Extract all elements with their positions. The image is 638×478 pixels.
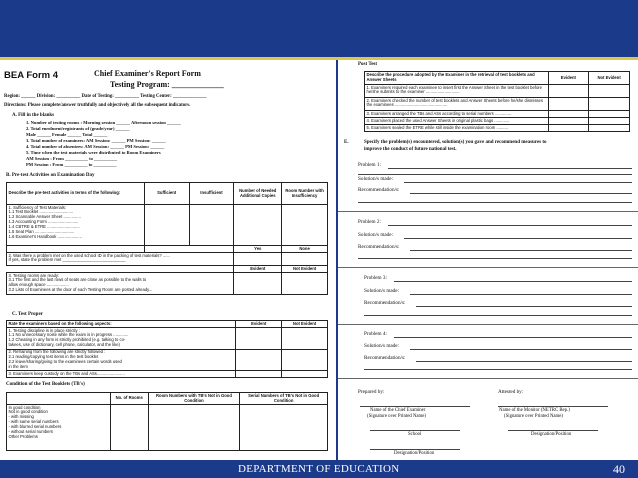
answer-line[interactable] xyxy=(394,281,632,282)
test-proper-blank-cell[interactable] xyxy=(236,371,282,378)
pretest-q2-text: 2. Was there a problem met on the used school ID in the packing of test materials? ...... xyxy=(8,252,170,258)
pretest-header-insufficient: Insufficient xyxy=(189,183,234,205)
condition-header-serial-numbers: Serial Numbers of TB's Not in Good Condition xyxy=(240,393,328,405)
condition-row-label: - with same serial numbers xyxy=(8,419,59,425)
pretest-spacer-cell xyxy=(144,246,234,253)
pretest-q2-followup: If yes, state the problem met ___________________________ xyxy=(8,257,126,263)
pretest-q2-cell xyxy=(7,253,234,266)
pretest-q3-1: 3.1 The first and the last rows of seats are close as possible to the walls to xyxy=(8,277,147,283)
post-test-blank-cell[interactable] xyxy=(589,111,630,118)
pretest-row-label: 1. Sufficiency of Test Materials: xyxy=(8,204,67,210)
pretest-spacer-cell xyxy=(7,266,234,273)
test-proper-row: takees, use of dictionary, cell phone, calculator, and the like) xyxy=(8,342,120,348)
pretest-row-label: 1.2 Scannable Answer Sheet ............... xyxy=(8,214,81,220)
post-test-blank-cell[interactable] xyxy=(589,125,630,132)
post-test-blank-cell[interactable] xyxy=(589,98,630,111)
condition-blank-cell[interactable] xyxy=(110,405,148,451)
form-code: BEA Form 4 xyxy=(4,70,59,81)
condition-header-rooms: No. of Rooms xyxy=(110,393,148,405)
pretest-header-describe: Describe the pre-test activities in terms of the following: xyxy=(7,183,145,205)
pretest-materials-cell xyxy=(7,205,145,246)
pretest-header-additional-copies: Number of Needed Additional Copies xyxy=(234,183,282,205)
section-e-text: Specify the problem(s) encountered, solution(s) you gave and recommend measures to xyxy=(364,140,547,145)
designation-line-chief[interactable] xyxy=(370,449,460,450)
section-e-label: E. xyxy=(344,140,349,145)
answer-line[interactable] xyxy=(358,174,632,175)
testing-program-line: Testing Program: _____________ xyxy=(110,80,224,89)
condition-header-room-numbers: Room Numbers with TB's Not in Good Condition xyxy=(148,393,240,405)
region-header-line: Region: ______ Division: __________ Date of Testing: __________ Testing Center: ______________ xyxy=(4,94,207,99)
post-test-header-evident: Evident xyxy=(548,72,589,85)
answer-line[interactable] xyxy=(404,238,632,239)
a-item-5-am: AM Session : From __________ to __________ xyxy=(26,156,118,161)
post-test-blank-cell[interactable] xyxy=(548,125,589,132)
signature-line-monitor[interactable] xyxy=(498,406,608,407)
problem-label: Problem 4: xyxy=(364,331,387,337)
post-test-row: 2. Examiners checked the number of test booklets and Answer Sheets before he/she dismisses the examinees ............................................. xyxy=(365,98,549,111)
answer-line[interactable] xyxy=(410,349,632,350)
report-form-page-2 xyxy=(338,60,638,460)
post-test-row: 4. Examiners placed the used Answer Sheets in original plastic bags ............. xyxy=(365,118,549,125)
answer-line[interactable] xyxy=(416,306,632,307)
monitor-signature-caption: (Signature over Printed Name) xyxy=(504,414,564,419)
a-item-5: 5. Time when the test materials were distributed to Room Examiners xyxy=(26,150,161,155)
answer-line[interactable] xyxy=(394,337,632,338)
pretest-row-label: 1.5 Seat Plan .................................. xyxy=(8,228,75,234)
prepared-by-label: Prepared by: xyxy=(358,389,385,395)
test-proper-table xyxy=(6,320,328,378)
test-proper-not-evident-header: Not Evident xyxy=(282,321,328,328)
school-line[interactable] xyxy=(370,430,460,431)
answer-line[interactable] xyxy=(410,193,632,194)
test-proper-row: 1. Testing discipline is in place strictly : xyxy=(8,327,80,333)
test-proper-row: 1.1 No unnecessary noise while the exam is in progress ............. xyxy=(8,332,129,338)
report-form-page-1 xyxy=(0,60,336,460)
pretest-q3-cell xyxy=(7,273,234,295)
pretest-row-label: 1.4 CBTRE & ETRE ............................ xyxy=(8,223,80,229)
condition-table xyxy=(6,392,328,451)
test-proper-custody-row: 3. Examiners keep custody on the TBs and ASs........................ xyxy=(7,371,236,378)
test-proper-evident-header: Evident xyxy=(236,321,282,328)
answer-line[interactable] xyxy=(388,225,632,226)
slide-footer xyxy=(0,461,638,478)
a-item-2: 2. Total enrolment/registrants of (grade/year) ______ xyxy=(26,126,130,131)
section-b-title: B. Pre-test Activities on Examination Day xyxy=(6,173,95,178)
chief-examiner-signature-caption: (Signature over Printed Name) xyxy=(367,414,427,419)
recommendation-label: Recommendation/s: xyxy=(364,300,406,306)
pretest-yes-cell[interactable] xyxy=(234,253,282,266)
condition-blank-cell[interactable] xyxy=(148,405,240,451)
monitor-name-caption: Name of the Monitor (NETRC Rep.) xyxy=(499,408,570,413)
a-item-4: 4. Total number of absentees: AM Session: ______ PM Session: ______ xyxy=(26,144,165,149)
pretest-table xyxy=(6,182,328,295)
answer-line[interactable] xyxy=(358,202,632,203)
section-e-text-2: improve the conduct of future national test. xyxy=(364,147,457,152)
block-divider xyxy=(338,211,638,212)
pretest-not-evident-cell[interactable] xyxy=(282,273,328,295)
post-test-blank-cell[interactable] xyxy=(548,111,589,118)
problem-label: Problem 2: xyxy=(358,219,381,225)
pretest-blank-cell[interactable] xyxy=(189,205,234,246)
condition-row-label: - without serial numbers xyxy=(8,428,53,434)
block-divider xyxy=(338,324,638,325)
block-divider xyxy=(338,378,638,379)
directions: Directions: Please complete/answer truthfully and objectively all the subsequent indicators. xyxy=(4,103,191,108)
condition-row-label: Other Problems xyxy=(8,433,38,439)
test-proper-discipline-cell xyxy=(7,328,236,350)
attested-by-label: Attested by: xyxy=(498,389,524,395)
condition-row-label: Not in good condition xyxy=(8,409,48,415)
designation-line-monitor[interactable] xyxy=(508,430,598,431)
answer-line[interactable] xyxy=(410,294,632,295)
post-test-title: Post Test xyxy=(358,62,378,67)
pretest-blank-cell[interactable] xyxy=(282,205,328,246)
post-test-row: 5. Examiners sealed the ETRE while still inside the examination room .......... xyxy=(365,125,549,132)
pretest-none-header: None xyxy=(282,246,328,253)
chief-examiner-name-caption: Name of the Chief Examiner xyxy=(370,408,426,413)
recommendation-label: Recommendation/s: xyxy=(364,355,406,361)
post-test-blank-cell[interactable] xyxy=(548,85,589,98)
a-item-2b: Male ______ Female ______ Total ______ xyxy=(26,132,108,137)
post-test-row: 3. Examiners arranged the TBs and ASs according to serial numbers .............. xyxy=(365,111,549,118)
pretest-evident-header: Evident xyxy=(234,266,282,273)
pretest-none-cell[interactable] xyxy=(282,253,328,266)
pretest-evident-cell[interactable] xyxy=(234,273,282,295)
block-divider xyxy=(338,267,638,268)
recommendation-label: Recommendation/s: xyxy=(358,187,400,193)
pretest-q3-2: 3.2 Lists of Examinees at the door of each Testing Room are posted already... xyxy=(8,287,153,293)
post-test-row: 1. Examiners required each examinee to insert first the Answer Sheet in the test booklet before he/she submits to the examiner ............................. xyxy=(365,85,549,98)
answer-line[interactable] xyxy=(388,168,632,169)
a-item-3: 3. Total number of examinees: AM Session: ______ PM Session: ______ xyxy=(26,138,166,143)
pretest-header-sufficient: Sufficient xyxy=(144,183,189,205)
condition-header-blank xyxy=(7,393,111,405)
condition-labels-cell xyxy=(7,405,111,451)
post-test-blank-cell[interactable] xyxy=(548,118,589,125)
answer-line[interactable] xyxy=(364,315,632,316)
pretest-blank-cell[interactable] xyxy=(144,205,189,246)
pretest-row-label: 1.3 Accounting Form .......................... xyxy=(8,219,79,225)
condition-blank-cell[interactable] xyxy=(240,405,328,451)
post-test-header-not-evident: Not Evident xyxy=(589,72,630,85)
monitor-designation-caption: Designation/Position xyxy=(531,432,572,437)
footer-department: DEPARTMENT OF EDUCATION xyxy=(238,463,400,475)
section-c-title: C. Test Proper xyxy=(12,312,43,317)
test-proper-blank-cell[interactable] xyxy=(282,371,328,378)
condition-row-label: - with blurred serial numbers xyxy=(8,423,62,429)
post-test-blank-cell[interactable] xyxy=(589,85,630,98)
answer-line[interactable] xyxy=(404,182,632,183)
test-proper-refrain-cell xyxy=(7,349,236,371)
chief-designation-caption: Designation/Position xyxy=(394,451,435,456)
test-proper-row: in the item xyxy=(8,363,28,369)
problem-label: Problem 1: xyxy=(358,162,381,168)
condition-title: Condition of the Test Booklets (TB's) xyxy=(6,382,85,387)
pretest-blank-cell[interactable] xyxy=(234,205,282,246)
pretest-q3-text: 3. Testing rooms are ready: xyxy=(8,272,60,278)
solution-label: Solution/s made: xyxy=(358,176,394,182)
post-test-blank-cell[interactable] xyxy=(589,118,630,125)
answer-line[interactable] xyxy=(410,250,632,251)
pretest-spacer-cell xyxy=(7,246,145,253)
pretest-row-label: 1.6 Examiner's Handbook ..................... xyxy=(8,233,82,239)
post-test-header-procedure: Describe the procedure adopted by the Examiner in the retrieval of test booklets and Answer Sheets xyxy=(365,72,549,85)
solution-label: Solution/s made: xyxy=(364,343,400,349)
pretest-header-room-number: Room Number with Insufficiency xyxy=(282,183,328,205)
answer-line[interactable] xyxy=(358,258,632,259)
post-test-table xyxy=(364,71,630,132)
test-proper-blank-cell[interactable] xyxy=(236,349,282,371)
form-title: Chief Examiner's Report Form xyxy=(94,69,201,78)
post-test-blank-cell[interactable] xyxy=(548,98,589,111)
test-proper-row: 2.2 leave/sharing/giving to the examinees certain words used xyxy=(8,358,122,364)
problem-label: Problem 3: xyxy=(364,275,387,281)
solution-label: Solution/s made: xyxy=(358,232,394,238)
test-proper-blank-cell[interactable] xyxy=(282,328,328,350)
a-item-1: 1. Number of testing rooms : Morning session ______ Afternoon session ______ xyxy=(26,120,181,125)
signature-line-chief[interactable] xyxy=(360,406,470,407)
answer-line[interactable] xyxy=(416,361,632,362)
solution-label: Solution/s made: xyxy=(364,288,400,294)
footer-page-number: 40 xyxy=(613,462,625,476)
school-caption: School xyxy=(408,432,422,437)
test-proper-blank-cell[interactable] xyxy=(236,328,282,350)
test-proper-header: Rate the examiners based on the following aspects: xyxy=(7,321,236,328)
condition-row-label: In good condition xyxy=(8,404,41,410)
section-a-title: A. Fill in the blanks xyxy=(12,113,55,118)
test-proper-blank-cell[interactable] xyxy=(282,349,328,371)
recommendation-label: Recommendation/s: xyxy=(358,244,400,250)
answer-line[interactable] xyxy=(364,369,632,370)
condition-row-label: - with missing xyxy=(8,414,34,420)
test-proper-row: 1.2 Cheating in any form is strictly prohibited (e.g. talking to co- xyxy=(8,337,126,343)
pretest-row-label: 1.1 Test Booklet ............................. xyxy=(8,209,74,215)
a-item-5-pm: PM Session : From __________ to __________ xyxy=(26,162,117,167)
pretest-yes-header: Yes xyxy=(234,246,282,253)
test-proper-row: 2.1 reading/copying test items in the test booklet xyxy=(8,353,99,359)
pretest-q3-1b: allow enough space ................... xyxy=(8,282,69,288)
slide-top-band xyxy=(0,0,638,57)
test-proper-row: 2. Refraining from the following are strictly followed : xyxy=(8,349,106,355)
pretest-not-evident-header: Not Evident xyxy=(282,266,328,273)
